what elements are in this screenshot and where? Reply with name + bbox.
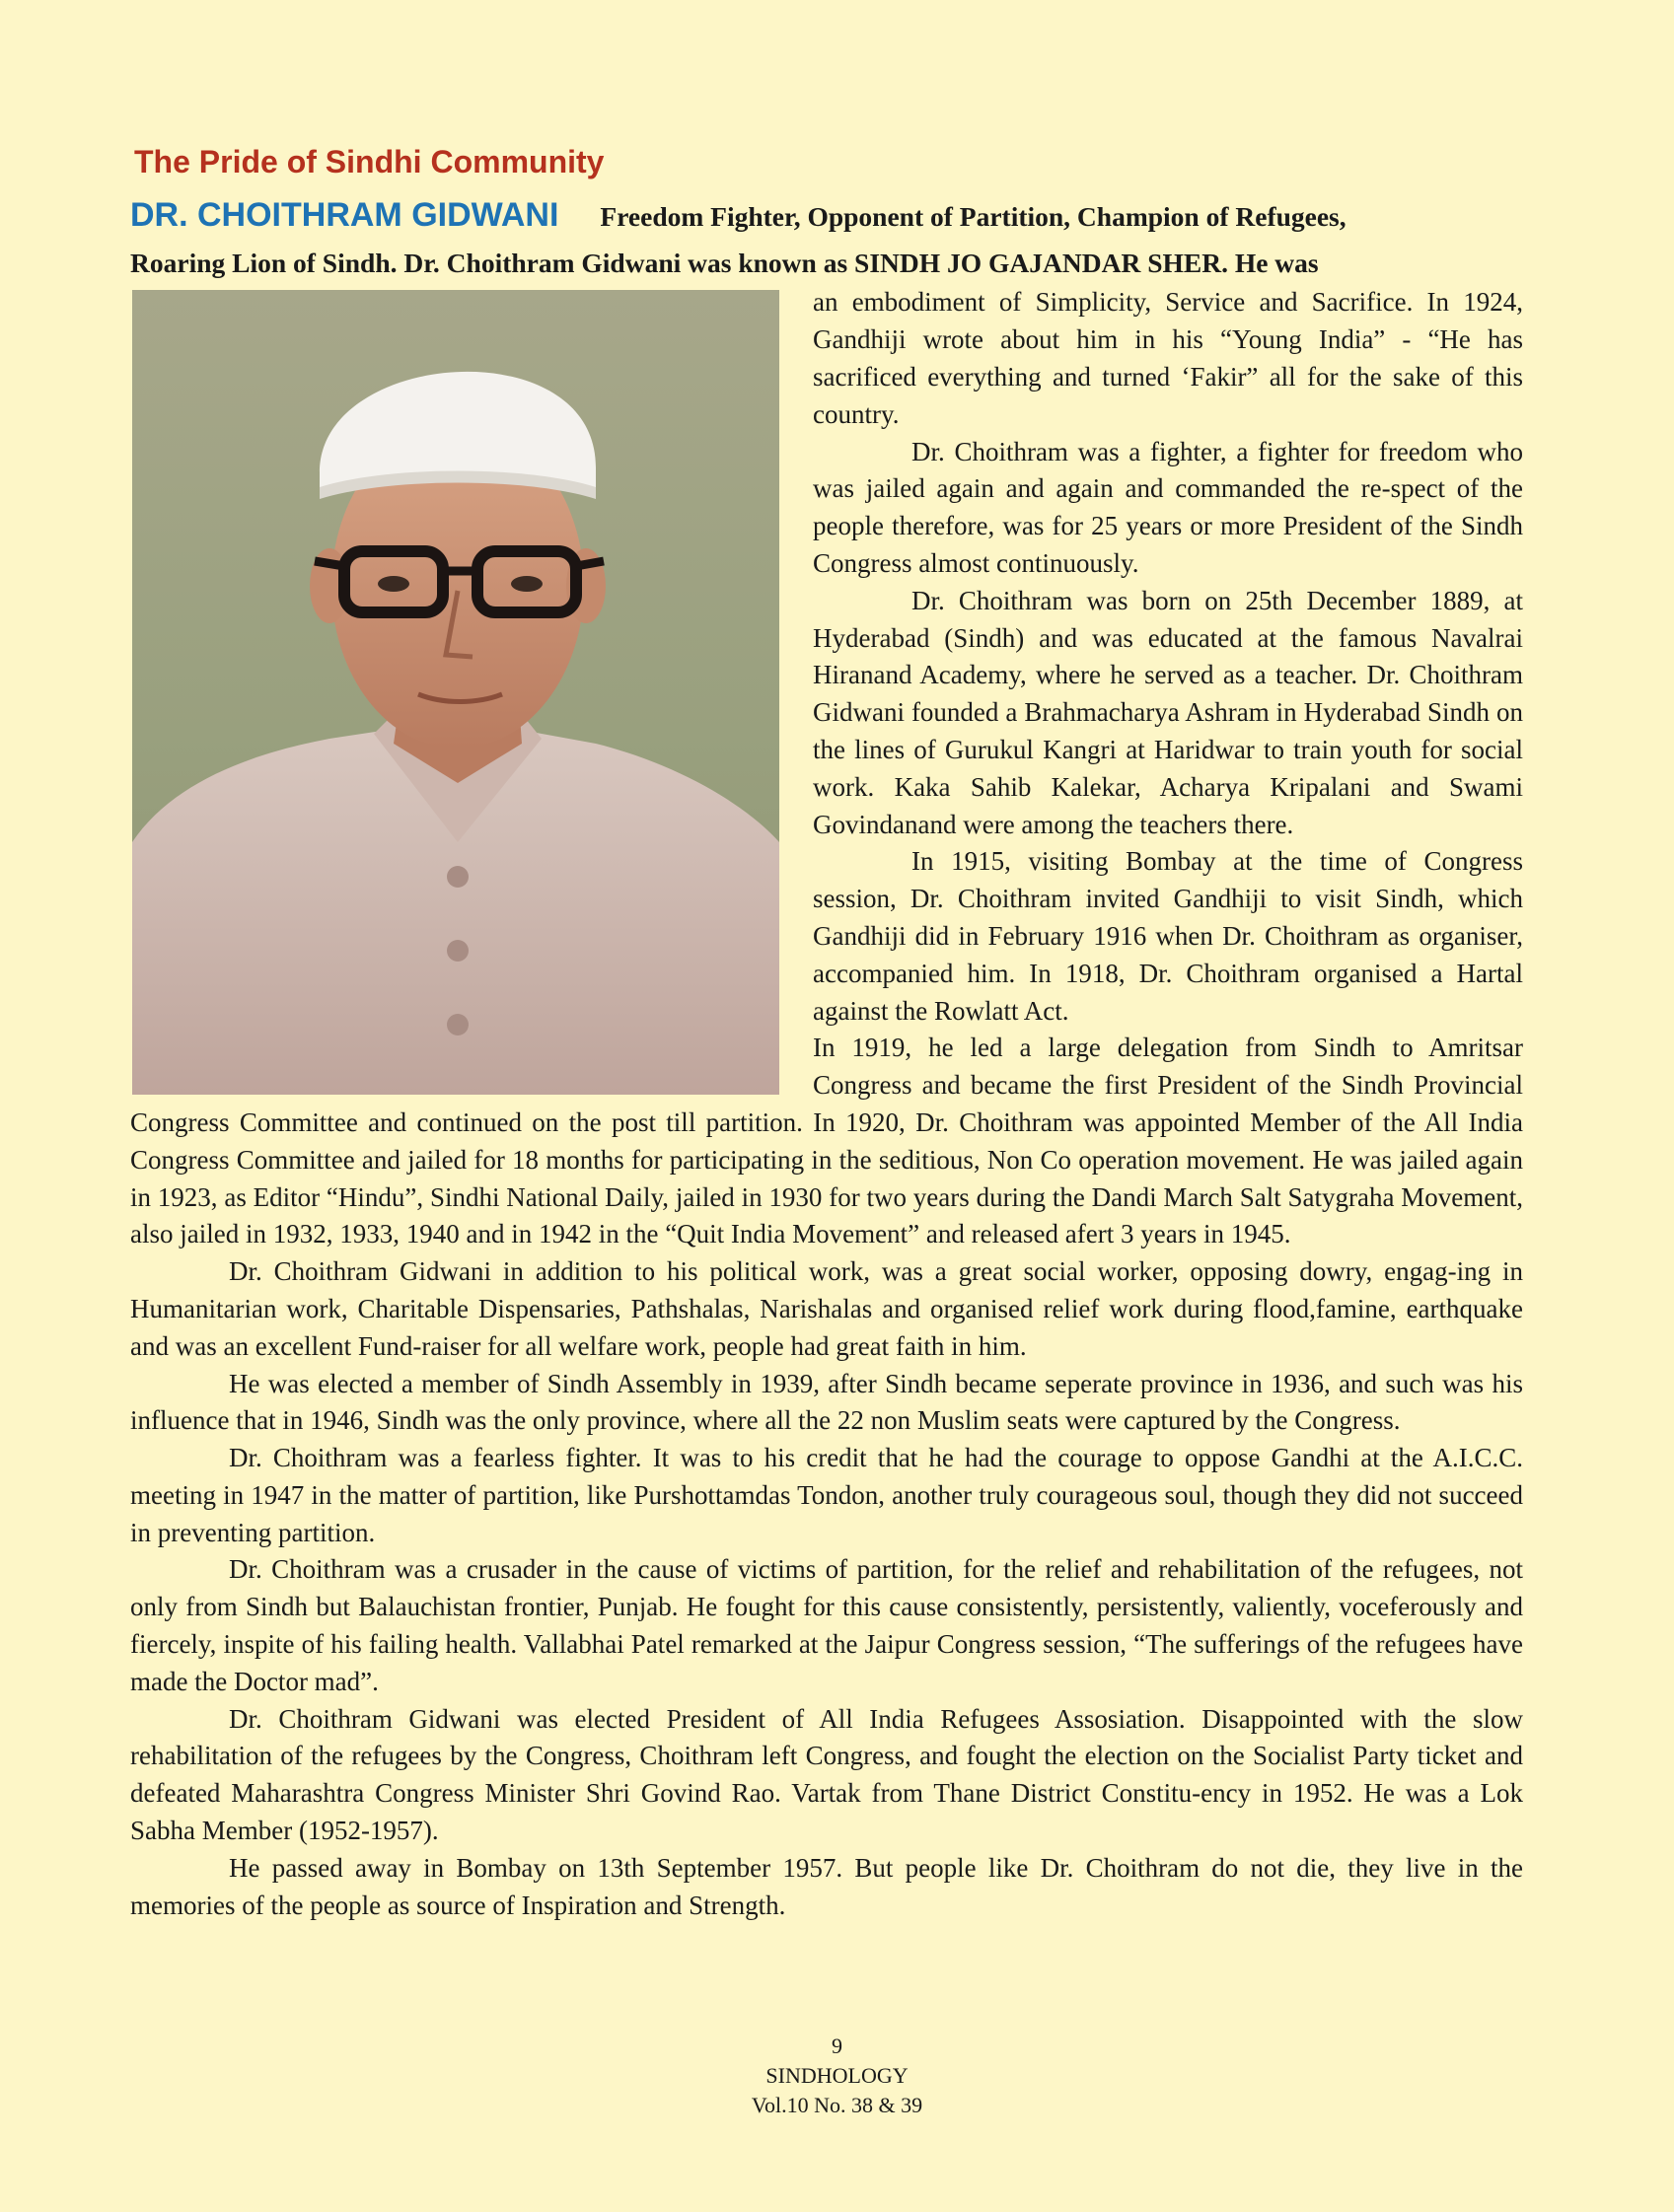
name-line	[130, 190, 1523, 247]
paragraph-3: Dr. Choithram was born on 25th December 1889, at Hyderabad (Sindh) and was educated at the famous Navalrai Hiranand Academy, where he served as a teacher. Dr. Choithram Gidwani founded a Brahmacharya Ashram in Hyderabad Sindh on the lines of Gurukul Kangri at Haridwar to train youth for social work. Kaka Sahib Kalekar, Acharya Kripalani and Swami Govindanand were among the teachers there.	[813, 585, 1523, 839]
paragraph-6: Dr. Choithram Gidwani in addition to his political work, was a great social worker, opposing dowry, engag-ing in Humanitarian work, Charitable Dispensaries, Pathshalas, Narishalas and organised relief work during flood,famine, earthquake and was an excellent Fund-raiser for all welfare work, people had great faith in him.	[130, 1256, 1523, 1361]
page-number: 9	[832, 2034, 842, 2058]
intro-line-2: Roaring Lion of Sindh. Dr. Choithram Gidwani was known as SINDH JO GAJANDAR SHER. He was	[130, 248, 1319, 279]
paragraph-2: Dr. Choithram was a fighter, a fighter for freedom who was jailed again and again and commanded the re-spect of the people therefore, was for 25 years or more President of the Sindh Congress almost continuously.	[813, 436, 1523, 578]
volume-info: Vol.10 No. 38 & 39	[751, 2093, 923, 2117]
intro-line-1: Freedom Fighter, Opponent of Partition, Champion of Refugees,	[600, 201, 1346, 233]
paragraph-1: an embodiment of Simplicity, Service and Sacrifice. In 1924, Gandhiji wrote about him in his “Young India” - “He has sacrificed everything and turned ‘Fakir” all for the sake of this country.	[813, 287, 1523, 429]
paragraph-11: He passed away in Bombay on 13th September 1957. But people like Dr. Choithram do not die, they live in the memories of the people as source of Inspiration and Strength.	[130, 1852, 1523, 1920]
article-body	[130, 284, 1523, 1924]
portrait-photo	[132, 290, 779, 1095]
paragraph-8: Dr. Choithram was a fearless fighter. It was to his credit that he had the courage to oppose Gandhi at the A.I.C.C. meeting in 1947 in the matter of partition, like Purshottamdas Tondon, another truly courageous soul, though they did not succeed in preventing partition.	[130, 1443, 1523, 1547]
paragraph-4: In 1915, visiting Bombay at the time of Congress session, Dr. Choithram invited Gandhiji to visit Sindh, which Gandhiji did in February 1916 when Dr. Choithram as organiser, accompanied him. In 1918, Dr. Choithram organised a Hartal against the Rowlatt Act.	[813, 846, 1523, 1026]
portrait-illustration	[132, 290, 779, 1095]
paragraph-7: He was elected a member of Sindh Assembly in 1939, after Sindh became seperate province in 1936, and such was his influence that in 1946, Sindh was the only province, where all the 22 non Muslim seats were captured by the Congress.	[130, 1368, 1523, 1436]
article	[130, 143, 1523, 1924]
person-name: DR. CHOITHRAM GIDWANI	[130, 196, 559, 235]
section-title: The Pride of Sindhi Community	[134, 144, 605, 179]
publication-name: SINDHOLOGY	[765, 2063, 909, 2088]
page-footer	[0, 2032, 1674, 2120]
paragraph-5: In 1919, he led a large delegation from Sindh to Amritsar Congress and became the first President of the Sindh Provincial Congress Committee and continued on the post till partition. In 1920, Dr. Choithram was appointed Member of the All India Congress Committee and jailed for 18 months for participating in the seditious, Non Co operation movement. He was jailed again in 1923, as Editor “Hindu”, Sindhi National Daily, jailed in 1930 for two years during the Dandi March Salt Satygraha Movement, also jailed in 1932, 1933, 1940 and in 1942 in the “Quit India Movement” and released afert 3 years in 1945.	[130, 1033, 1523, 1249]
paragraph-10: Dr. Choithram Gidwani was elected President of All India Refugees Assosiation. Disappointed with the slow rehabilitation of the refugees by the Congress, Choithram left Congress, and fought the election on the Socialist Party ticket and defeated Maharashtra Congress Minister Shri Govind Rao. Vartak from Thane District Constitu-ency in 1952. He was a Lok Sabha Member (1952-1957).	[130, 1703, 1523, 1846]
paragraph-9: Dr. Choithram was a crusader in the cause of victims of partition, for the relief and rehabilitation of the refugees, not only from Sindh but Balauchistan frontier, Punjab. He fought for this cause consistently, persistently, valiently, voceferously and fiercely, inspite of his failing health. Vallabhai Patel remarked at the Jaipur Congress session, “The sufferings of the refugees have made the Doctor mad”.	[130, 1554, 1523, 1696]
